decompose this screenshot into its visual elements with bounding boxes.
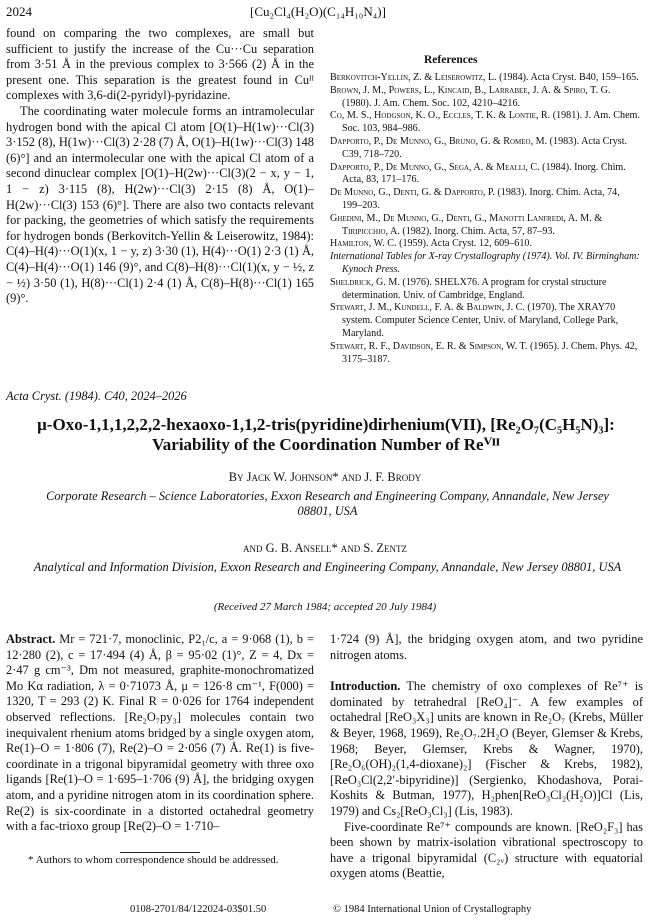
previous-article-paragraph: found on comparing the two complexes, are small but sufficient to justify the increase of the Cu···Cu separation from 3·51 Å in the previous complex to 3·566 (2) Å in the present one. This separation is the greatest found in Cuᴵᴵ complexes with 3,6-di(2-pyridyl)-pyridazine. [6, 26, 314, 103]
reference-item: International Tables for X-ray Crystallography (1974). Vol. IV. Birmingham: Kynoch Press. [330, 251, 640, 275]
introduction-column [330, 632, 643, 882]
received-dates: (Received 27 March 1984; accepted 20 July 1984) [213, 601, 437, 613]
reference-item: Berkovitch-Yellin, Z. & Leiserowitz, L. (1984). Acta Cryst. B40, 159–165. [330, 72, 639, 83]
article-title-line: μ-Oxo-1,1,1,2,2,2-hexaoxo-1,1,2-tris(pyridine)dirhenium(VII), [Re₂O₇(C₅H₅N)₃]: [37, 415, 615, 434]
article-code: 0108-2701/84/122024-03$01.50 [130, 904, 267, 915]
footnote-rule [120, 852, 200, 853]
footnote: * Authors to whom correspondence should be addressed. [28, 854, 279, 866]
copyright-notice: © 1984 International Union of Crystallography [333, 904, 532, 915]
abstract-column [6, 632, 314, 835]
introduction-text: The chemistry of oxo complexes of Re⁷⁺ is dominated by tetrahedral [ReO₄]⁻. A few examples of octahedral [ReO₃X₃] units are known in Re₂O₇ (Krebs, Müller & Beyer, 1968, 1969), Re₂O₇.2H₂O (Beyer, Glemser & Krebs, 1968; Beyer, Glemser, Krebs & Wagner, 1970), [Re₂O₆(OH)₂(1,4-dioxane)₂] (Fischer & Krebs, 1982), [ReO₃Cl(2,2′-bipyridine)] (Sergienko, Khodashova, Porai-Koshits & Butman, 1977), H₂phen[ReO₃Cl₂(H₂O)]Cl (Lis, 1979) and Cs₂[ReO₃Cl₃] (Lis, 1983). [330, 679, 643, 818]
introduction-label: Introduction. [330, 679, 401, 694]
reference-item: Dapporto, P., De Munno, G., Sega, A. & Mealli, C. (1984). Inorg. Chim. Acta, 83, 171–176. [330, 161, 626, 186]
reference-item: Sheldrick, G. M. (1976). SHELX76. A program for crystal structure determination. Univ. of Cambridge, England. [330, 276, 607, 301]
abstract-text: Mr = 721·7, monoclinic, P2₁/c, a = 9·068 (1), b = 12·280 (2), c = 17·494 (4) Å, β = 95·02 (1)°, Z = 4, Dx = 2·47 g cm⁻³, Dm not measured, graphite-monochromatized Mo Kα radiation, λ = 0·71073 Å, μ = 126·8 cm⁻¹, F(000) = 1320, T = 293 (2) K. Final R = 0·026 for 1764 independent observed reflections. [Re₂O₇py₃] molecules contain two inequivalent rhenium atoms bridged by a single oxygen atom, Re(1)–O = 1·806 (7), Re(2)–O = 2·056 (7) Å. Re(1) is five-coordinate in a trigonal bipyramidal geometry with three oxo ligands [Re(1)–O = 1·695–1·706 (9) Å], the bridging oxygen atom, and a pyridine nitrogen atom in its coordination sphere. Re(2) is six-coordinate in a distorted octahedral geometry with a fac-trioxo group [Re(2)–O = 1·710– [6, 632, 314, 834]
introduction-paragraph [330, 679, 643, 819]
article-title-line: Variability of the Coordination Number of Reⱽᴵᴵ [152, 435, 500, 454]
introduction-paragraph: Five-coordinate Re⁷⁺ compounds are known. [ReO₂F₃] has been shown by matrix-isolation vibrational spectroscopy to have a trigonal bipyramidal (C₂ᵥ) structure with equatorial oxygen atoms (Beattie, [330, 819, 643, 881]
reference-item: De Munno, G., Denti, G. & Dapporto, P. (1983). Inorg. Chim. Acta, 74, 199–203. [330, 187, 620, 211]
reference-item: Stewart, J. M., Kundell, F. A. & Baldwin, J. C. (1970). The XRAY70 system. Computer Science Center, Univ. of Maryland, College Park, Maryland. [330, 302, 619, 339]
references-list [330, 72, 642, 366]
reference-item: Stewart, R. F., Davidson, E. R. & Simpson, W. T. (1965). J. Chem. Phys. 42, 3175–3187. [330, 340, 638, 365]
reference-item: Hamilton, W. C. (1959). Acta Cryst. 12, 609–610. [330, 238, 532, 250]
affiliation: Corporate Research – Science Laboratories, Exxon Research and Engineering Company, Annandale, New Jersey 08801, USA [46, 489, 609, 518]
previous-article-column [6, 26, 314, 307]
abstract-paragraph [6, 632, 314, 835]
abstract-label: Abstract. [6, 632, 56, 646]
affiliation: Analytical and Information Division, Exxon Research and Engineering Company, Annandale, New Jersey 08801, USA [33, 560, 622, 574]
previous-article-paragraph: The coordinating water molecule forms an intramolecular hydrogen bond with the apical Cl atom [O(1)–H(1w)···Cl(3) 3·152 (8), H(1w)···Cl(3) 2·28 (7) Å, O(1)–H(1w)···Cl(3) 148 (6)°] and an intermolecular one with the apical Cl atom of a second dinuclear complex [O(1)–H(2w)···Cl(3)(2 − x, y − 1, 1 − z) 3·115 (8), H(2w)···Cl(3) 2·15 (8) Å, O(1)–H(2w)···Cl(3) 153 (6)°]. There are also two contacts relevant for packing, the geometries of which satisfy the requirements for hydrogen bonds (Berkovitch-Yellin & Leiserowitz, 1984): C(4)–H(4)···O(1)(x, 1 − y, z) 3·30 (1), H(4)···O(1) 2·3 (1) Å, C(4)–H(4)···O(1) 146 (9)°, and C(8)–H(8)···Cl(1)(x, y − ½, z − ½) 3·50 (1), H(8)···Cl(1) 2·4 (1) Å, C(8)–H(8)···Cl(1) 165 (9)°. [6, 103, 314, 306]
running-header-formula: [Cu₂Cl₄(H₂O)(C₁₄H₁₀N₄)] [250, 4, 386, 19]
author-line: By Jack W. Johnson* and J. F. Brody [228, 470, 422, 484]
journal-reference: Acta Cryst. (1984). C40, 2024–2026 [6, 389, 187, 403]
abstract-continuation: 1·724 (9) Å], the bridging oxygen atom, and two pyridine nitrogen atoms. [330, 632, 643, 662]
references-heading: References [424, 54, 478, 66]
reference-item: Brown, J. M., Powers, L., Kincaid, B., Larrabee, J. A. & Spiro, T. G. (1980). J. Am. Chem. Soc. 102, 4210–4216. [330, 84, 611, 109]
page-number: 2024 [6, 4, 32, 19]
author-line: and G. B. Ansell* and S. Zentz [243, 541, 407, 555]
reference-item: Co, M. S., Hodgson, K. O., Eccles, T. K. & Lontie, R. (1981). J. Am. Chem. Soc. 103, 984–986. [330, 110, 640, 135]
reference-item: Ghedini, M., De Munno, G., Denti, G., Manotti Lanfredi, A. M. & Tiripicchio, A. (1982). Inorg. Chim. Acta, 57, 87–93. [330, 212, 603, 237]
reference-item: Dapporto, P., De Munno, G., Bruno, G. & Romeo, M. (1983). Acta Cryst. C39, 718–720. [330, 135, 628, 160]
article-title [20, 415, 632, 455]
